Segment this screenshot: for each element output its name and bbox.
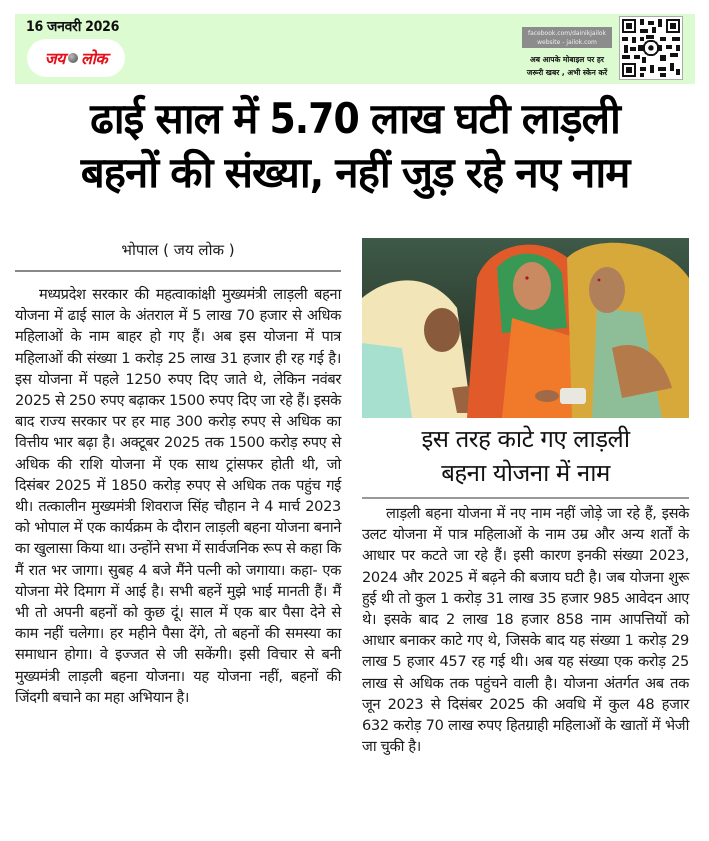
globe-icon — [68, 53, 78, 63]
facebook-link[interactable]: facebook.com/dainikjailok — [527, 30, 607, 37]
logo-text-left: जय — [44, 49, 65, 68]
article-body-left-column — [15, 284, 341, 708]
women-looking-at-phone-image — [362, 238, 689, 418]
scan-prompt-line1: अब आपके मोबाइल पर हर — [530, 55, 604, 64]
scan-prompt — [518, 53, 616, 79]
issue-date: 16 जनवरी 2026 — [26, 19, 120, 35]
headline-line-1: ढाई साल में 5.70 लाख घटी लाड़ली — [90, 94, 620, 143]
subheading-line-1: इस तरह काटे गए लाड़ली — [421, 425, 630, 453]
article-body-right-column — [362, 503, 689, 757]
headline-line-2: बहनों की संख्या, नहीं जुड़ रहे नए नाम — [80, 148, 630, 197]
body-paragraph: मध्यप्रदेश सरकार की महत्वाकांक्षी मुख्यमंत्री लाड़ली बहना योजना में ढाई साल के अंतराल में 5 लाख 70 हजार से अधिक महिलाओं के नाम बाहर हो गए हैं। अब इस योजना में पात्र महिलाओं की संख्या 1 करोड़ 25 लाख 31 हजार ही रह गई है। इस योजना में पहले 1250 रुपए दिए जाते थे, लेकिन नवंबर 2025 से 250 रुपए बढ़ाकर 1500 रुपए दिए जा रहे हैं। इसके बाद राज्य सरकार पर हर माह 300 करोड़ रुपए से अधिक का वित्तीय भार बढ़ा है। अक्टूबर 2025 तक 1500 करोड़ रुपए से अधिक की राशि योजना में एक साथ ट्रांसफर होती थी, जो दिसंबर 2025 में 1850 करोड़ रुपए से अधिक तक पहुंच गई थी। तत्कालीन मुख्यमंत्री शिवराज सिंह चौहान ने 4 मार्च 2023 को भोपाल में एक कार्यक्रम के दौरान लाड़ली बहना योजना बनाने का खुलासा किया था। उन्होंने सभा में सार्वजनिक रूप से कहा कि मैं रात भर जागा। सुबह 4 बजे मैंने पत्नी को जगाया। कहा- एक योजना मेरे दिमाग में आई है। सभी बहनें मुझे भाई मानती हैं। मैं भी तो अपनी बहनों को कुछ दूं। साल में एक बार पैसा देने से काम नहीं चलेगा। हर महीने पैसा देंगे, तो बहनों की समस्या का समाधान होगा। वे इज्जत से जी सकेंगी। इसी विचार से बनी मुख्यमंत्री लाड़ली बहना योजना। यह योजना नहीं, बहनों की जिंदगी बचाने का महा अभियान है। — [15, 286, 341, 706]
website-link[interactable]: website - jailok.com — [537, 39, 597, 46]
article-headline — [10, 92, 700, 200]
photo-subheading — [362, 422, 689, 490]
qr-code-icon[interactable] — [619, 16, 683, 80]
dateline-divider — [15, 270, 341, 272]
social-links-box[interactable] — [522, 27, 612, 48]
masthead-banner — [15, 14, 695, 84]
subheading-divider — [362, 497, 689, 499]
article-photo — [362, 238, 689, 418]
newspaper-logo[interactable] — [27, 39, 125, 77]
subheading-line-2: बहना योजना में नाम — [441, 459, 610, 487]
body-paragraph: लाड़ली बहना योजना में नए नाम नहीं जोड़े जा रहे हैं, इसके उलट योजना में पात्र महिलाओं के नाम उम्र और अन्य शर्तों के आधार पर कटते जा रहे हैं। इसी कारण इनकी संख्या 2023, 2024 और 2025 में बढ़ने की बजाय घटी है। जब योजना शुरू हुई थी तो कुल 1 करोड़ 31 लाख 35 हजार 985 आवेदन आए थे। इसके बाद 2 लाख 18 हजार 858 नाम आपत्तियों को आधार बनाकर काटे गए थे, जिसके बाद यह संख्या 1 करोड़ 29 लाख 5 हजार 457 रह गई थी। अब यह संख्या एक करोड़ 25 लाख से अधिक तक पहुंचने वाली है। योजना अंतर्गत अब तक जून 2023 से दिसंबर 2025 की अवधि में कुल 48 हजार 632 करोड़ 70 लाख रुपए हितग्राही महिलाओं के खातों में भेजी जा चुकी है। — [362, 505, 689, 756]
scan-prompt-line2: जरूरी खबर , अभी स्केन करें — [526, 68, 608, 77]
dateline: भोपाल ( जय लोक ) — [121, 241, 235, 259]
logo-text-right: लोक — [80, 49, 108, 68]
